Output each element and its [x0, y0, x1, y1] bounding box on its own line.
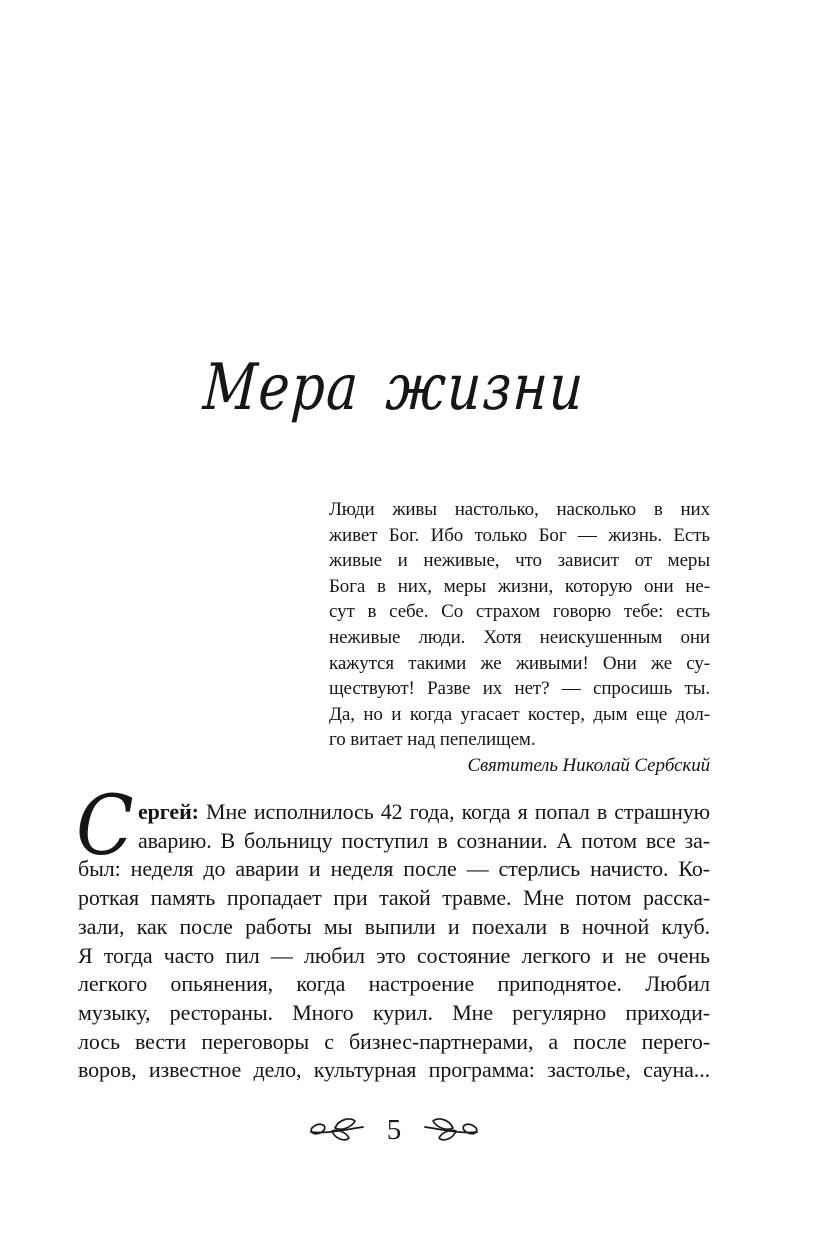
chapter-title: Мера жизни	[201, 351, 587, 425]
body-line: аварию. В больницу поступил в сознании. А потом все за-	[138, 827, 710, 853]
body-line-text: Мне исполнилось 42 года, когда я попал в страшную	[198, 799, 710, 824]
speaker-name: ергей:	[138, 799, 199, 824]
body-line: роткая память пропадает при такой травме. Мне потом расска-	[78, 885, 710, 911]
epigraph	[329, 497, 710, 779]
page-number: 5	[386, 1114, 402, 1146]
body-line: был: неделя до аварии и неделя после — стерлись начисто. Ко-	[78, 856, 710, 882]
epigraph-line: неживые люди. Хотя неискушенным они	[329, 626, 710, 648]
body-line: лось вести переговоры с бизнес-партнерами, а после перего-	[78, 1028, 710, 1054]
leaf-sprig-left-icon	[309, 1115, 365, 1145]
epigraph-line: го витает над пепелищем.	[329, 729, 536, 751]
body-line: легкого опьянения, когда настроение приподнятое. Любил	[78, 971, 710, 997]
epigraph-line: Люди живы настолько, насколько в них	[329, 499, 710, 520]
epigraph-line: сут в себе. Со страхом говорю тебе: есть	[329, 601, 710, 623]
body-line	[78, 798, 710, 827]
epigraph-line: живые и неживые, что зависит от меры	[329, 550, 710, 572]
epigraph-line: Бога в них, меры жизни, которую они не-	[329, 575, 710, 597]
leaf-sprig-right-icon	[423, 1115, 479, 1145]
body-line: воров, известное дело, культурная программа: застолье, сауна...	[78, 1057, 710, 1083]
drop-cap: С	[76, 779, 134, 874]
epigraph-line: живет Бог. Ибо только Бог — жизнь. Есть	[329, 524, 710, 546]
body-line: музыку, рестораны. Много курил. Мне регулярно приходи-	[78, 999, 710, 1025]
body-line: зали, как после работы мы выпили и поехали в ночной клуб.	[78, 913, 710, 939]
page-footer	[78, 1108, 710, 1152]
epigraph-line: ществуют! Разве их нет? — спросишь ты.	[329, 678, 710, 700]
body-line: Я тогда часто пил — любил это состояние легкого и не очень	[78, 942, 710, 968]
body-paragraph	[76, 779, 710, 1085]
epigraph-attribution: Святитель Николай Сербский	[467, 754, 710, 776]
epigraph-line: кажутся такими же живыми! Они же су-	[329, 652, 710, 674]
epigraph-line: Да, но и когда угасает костер, дым еще дол-	[329, 703, 710, 725]
